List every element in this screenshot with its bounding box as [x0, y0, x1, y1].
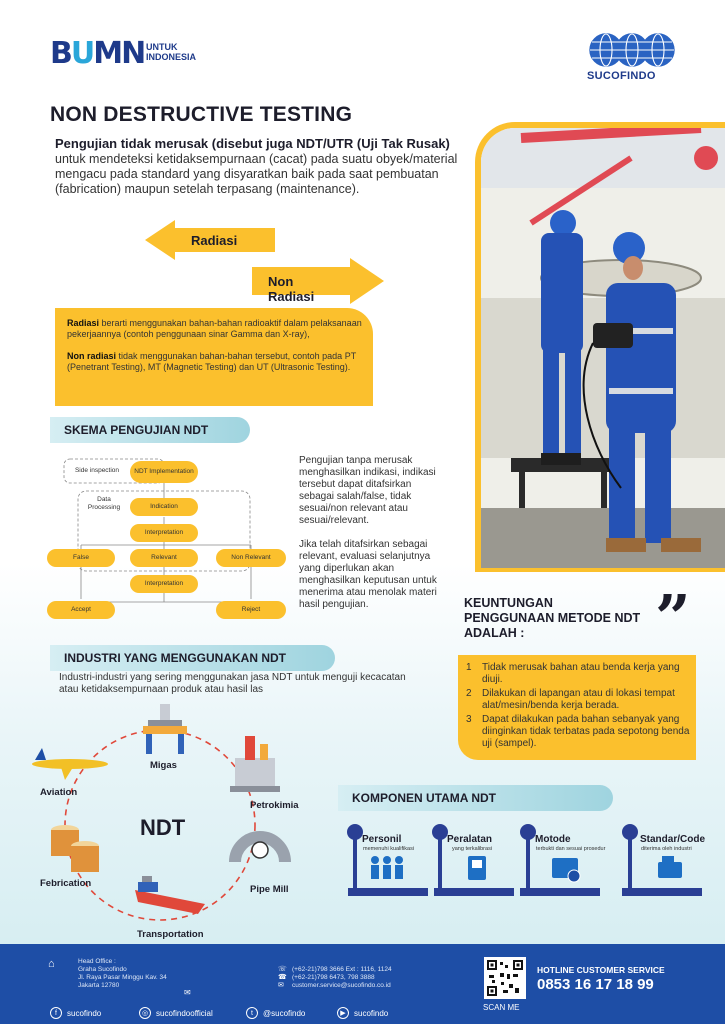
bumn-tagline: UNTUK INDONESIA	[146, 42, 197, 62]
relevant-node: Relevant	[130, 549, 198, 567]
bumn-logo-wordmark: BUMN	[50, 36, 145, 71]
accept-node: Accept	[47, 601, 115, 619]
transportation-label: Transportation	[137, 929, 204, 940]
twitter-link[interactable]: t @sucofindo	[246, 1007, 305, 1019]
radiasi-info-text: Radiasi berarti menggunakan bahan-bahan radioaktif dalam pelaksanaan pekerjaannya (contoh penggunaan sinar Gamma dan X-ray), Non radiasi tidak menggunakan bahan-bahan tersebut, contoh pada PT (Penetrant Testing), MT (Magnetic Testing) dan UT (Ultrasonic Testing).	[67, 318, 362, 372]
hotline-title: HOTLINE CUSTOMER SERVICE	[537, 965, 665, 975]
sucofindo-globe-logo	[588, 30, 676, 70]
personil-icon	[371, 856, 403, 879]
intro-heading: Pengujian tidak merusak (disebut juga NDT/UTR (Uji Tak Rusak)	[55, 136, 450, 151]
komponen-peralatan-label: Peralatan	[447, 834, 493, 845]
pipe-mill-label: Pipe Mill	[250, 884, 289, 895]
radiasi-label: Radiasi	[191, 233, 238, 248]
qr-code[interactable]	[484, 957, 526, 999]
scan-me-label: SCAN ME	[483, 1003, 520, 1012]
page-title: NON DESTRUCTIVE TESTING	[50, 103, 353, 126]
peralatan-icon	[468, 856, 486, 880]
komponen-peralatan-sub: yang terkalibrasi	[452, 846, 493, 852]
febrication-label: Febrication	[40, 878, 92, 889]
skema-description: Pengujian tanpa merusak menghasilkan indikasi, indikasi tersebut dapat ditafsirkan sebagai salah/false, tidak sesuai/non relevant atau sesuai/relevant. Jika telah ditafsirkan sebagai relevant, evaluasi selanjutnya yang diperlukan akan menghasilkan keputusan untuk menerima atau menolak materi hasil pengujian.	[299, 455, 437, 610]
quote-icon: ”	[655, 581, 691, 654]
industri-description: Industri-industri yang sering menggunakan jasa NDT untuk menguji kecacatan atau ketidaksempurnaan produk atau hasil las	[59, 672, 406, 695]
non-radiasi-label: Non Radiasi	[268, 274, 315, 304]
home-icon: ⌂	[48, 958, 55, 970]
ndt-center-label: NDT	[140, 815, 186, 840]
petrokimia-label: Petrokimia	[250, 800, 299, 811]
pipe-mill-icon	[235, 837, 285, 862]
instagram-icon: ◎	[139, 1007, 151, 1019]
febrication-icon	[51, 825, 99, 872]
komponen-metode-sub: terbukti dan sesuai prosedur	[536, 846, 606, 852]
false-node: False	[47, 549, 115, 567]
keuntungan-item: 1 Tidak merusak bahan atau benda kerja yang diuji.	[466, 662, 680, 685]
komponen-section-title: KOMPONEN UTAMA NDT	[338, 785, 613, 811]
youtube-link[interactable]: ▶ sucofindo	[337, 1007, 388, 1019]
migas-icon	[143, 704, 187, 754]
skema-section-title: SKEMA PENGUJIAN NDT	[50, 417, 250, 443]
facebook-link[interactable]: f sucofindo	[50, 1007, 101, 1019]
aviation-label: Aviation	[40, 787, 78, 798]
intro-text: untuk mendeteksi ketidaksempurnaan (cacat) pada suatu obyek/material mengacu pada standard yang disyaratkan baik pada saat pembuatan (fabrication) maupun setelah terpasang (maintenance).	[55, 152, 458, 196]
phone-icons: ☏ ☎ ✉	[278, 966, 287, 989]
petrokimia-icon	[230, 736, 280, 792]
komponen-diagram	[340, 820, 710, 900]
interpretation-node-2: Interpretation	[130, 575, 198, 593]
keuntungan-item: 3 Dapat dilakukan pada bahan sebanyak yang diinginkan tidak terbatas pada sepotong benda uji (sampel).	[466, 714, 690, 749]
industri-section-title: INDUSTRI YANG MENGGUNAKAN NDT	[50, 645, 335, 671]
office-address: Head Office : Graha Sucofindo Jl. Raya Pasar Minggu Kav. 34 Jakarta 12780	[78, 958, 167, 989]
non-relevant-node: Non Relevant	[216, 549, 286, 567]
interpretation-node-1: Interpretation	[130, 524, 198, 542]
side-inspection-label: Side inspection	[74, 467, 120, 474]
data-processing-label: Data Processing	[87, 496, 121, 511]
reject-node: Reject	[216, 601, 286, 619]
ndt-implementation-node: NDT Implementation	[130, 461, 198, 483]
instagram-link[interactable]: ◎ sucofindoofficial	[139, 1007, 213, 1019]
sucofindo-name: SUCOFINDO	[587, 70, 656, 82]
keuntungan-list	[466, 662, 691, 752]
inspectors-photo	[481, 128, 725, 568]
facebook-icon: f	[50, 1007, 62, 1019]
twitter-icon: t	[246, 1007, 258, 1019]
indication-node: Indication	[130, 498, 198, 516]
hotline-number[interactable]: 0853 16 17 18 99	[537, 976, 654, 993]
migas-label: Migas	[150, 760, 177, 771]
komponen-personil-label: Personil	[362, 834, 402, 845]
komponen-personil-sub: memenuhi kualifikasi	[363, 846, 415, 852]
aviation-icon	[32, 748, 108, 780]
contact-info: (+62-21)798 3666 Ext : 1116, 1124 (+62-21)798 6473, 798 3888 customer.service@sucofindo.co.id	[292, 966, 392, 989]
standar-code-icon	[658, 856, 682, 878]
youtube-icon: ▶	[337, 1007, 349, 1019]
transportation-icon	[135, 876, 205, 914]
keuntungan-item: 2 Dilakukan di lapangan atau di lokasi tempat alat/mesin/benda kerja berada.	[466, 688, 675, 711]
komponen-standar-sub: diterima oleh industri	[641, 846, 692, 852]
komponen-standar-label: Standar/Code	[640, 834, 706, 845]
mail-icon: ✉	[184, 988, 191, 997]
metode-icon	[552, 858, 580, 882]
keuntungan-title: KEUNTUNGAN PENGGUNAAN METODE NDT ADALAH :	[464, 596, 641, 640]
komponen-metode-label: Motode	[535, 834, 571, 845]
